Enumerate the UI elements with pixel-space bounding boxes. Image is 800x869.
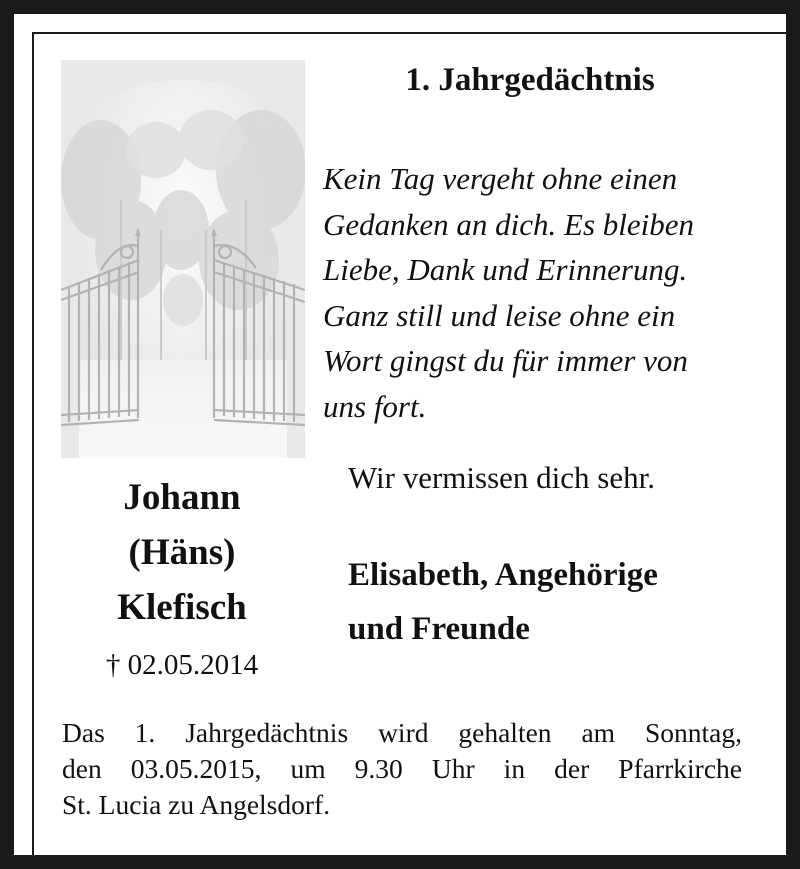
memorial-poem <box>323 156 763 430</box>
deceased-first-name: Johann <box>123 477 241 518</box>
memorial-gate-photo <box>61 60 305 458</box>
poem-line: Ganz still und leise ohne ein <box>323 297 676 333</box>
poem-line: uns fort. <box>323 388 427 424</box>
anniversary-heading: 1. Jahrgedächtnis <box>405 62 655 98</box>
signer-line: und Freunde <box>348 611 530 647</box>
signer-line: Elisabeth, Angehörige <box>348 557 658 593</box>
death-date: † 02.05.2014 <box>105 649 259 681</box>
deceased-name <box>62 470 302 635</box>
gate-picture <box>61 60 305 458</box>
announcement-line: den 03.05.2015, um 9.30 Uhr in der Pfarrkirche <box>62 753 742 784</box>
announcement-line: Das 1. Jahrgedächtnis wird gehalten am Sonntag, <box>62 717 742 748</box>
poem-line: Kein Tag vergeht ohne einen <box>323 161 678 196</box>
service-announcement <box>62 715 742 823</box>
deceased-surname: Klefisch <box>117 587 247 628</box>
announcement-line: St. Lucia zu Angelsdorf. <box>62 789 331 820</box>
deceased-nickname: (Häns) <box>128 532 236 573</box>
poem-line: Gedanken an dich. Es bleiben <box>323 206 695 242</box>
poem-line: Wort gingst du für immer von <box>323 343 688 379</box>
miss-you-line: Wir vermissen dich sehr. <box>348 460 655 495</box>
poem-line: Liebe, Dank und Erinnerung. <box>323 252 688 288</box>
signers <box>348 548 658 656</box>
